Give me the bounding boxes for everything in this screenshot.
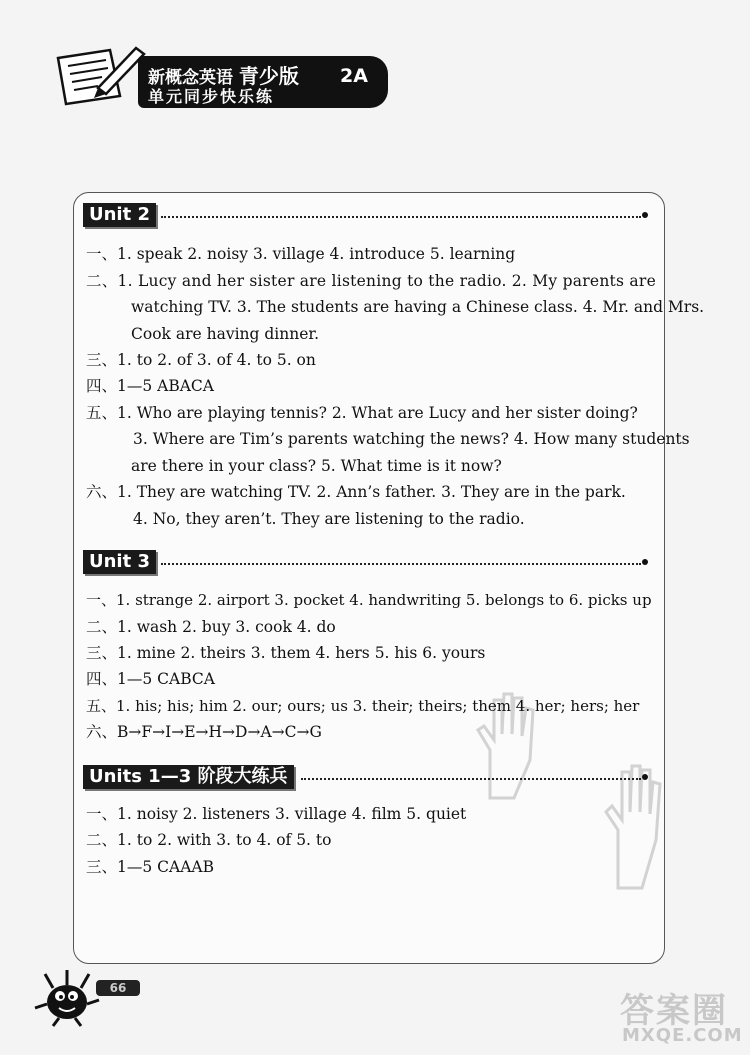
logo-title-edition: 青少版 [238, 64, 299, 88]
logo-title-main: 新概念英语 [148, 68, 233, 88]
dotted-rule [161, 563, 641, 565]
answer-line: 六、B→F→I→E→H→D→A→C→G [86, 723, 322, 741]
rule-end-dot [642, 559, 648, 565]
answer-line: watching TV. 3. The students are having a Chinese class. 4. Mr. and Mrs. [131, 298, 705, 316]
answer-line: 三、1. mine 2. theirs 3. them 4. hers 5. his 6. yours [86, 644, 486, 662]
answer-line: Cook are having dinner. [131, 325, 320, 343]
answer-line: 二、1. Lucy and her sister are listening to the radio. 2. My parents are [86, 272, 656, 290]
answer-line: 三、1. to 2. of 3. of 4. to 5. on [86, 351, 316, 369]
answer-line: 五、1. Who are playing tennis? 2. What are Lucy and her sister doing? [86, 404, 638, 422]
watermark-url: MXQE.COM [622, 1025, 743, 1046]
logo-title-line2: 单元同步快乐练 [148, 87, 275, 106]
answer-line: 四、1—5 ABACA [86, 377, 214, 395]
answer-line: 二、1. wash 2. buy 3. cook 4. do [86, 618, 336, 636]
watermark [612, 983, 742, 1049]
book-logo [50, 42, 368, 112]
answer-line: 3. Where are Tim’s parents watching the news? 4. How many students [133, 430, 690, 448]
answer-line: 一、1. speak 2. noisy 3. village 4. introduce 5. learning [86, 245, 516, 263]
answer-line: 4. No, they aren’t. They are listening to the radio. [133, 510, 525, 528]
answer-line: 五、1. his; his; him 2. our; ours; us 3. their; theirs; them 4. her; hers; her [86, 697, 640, 715]
logo-grade: 2A [340, 65, 368, 87]
rule-end-dot [642, 212, 648, 218]
answer-line: 三、1—5 CAAAB [86, 858, 214, 876]
answer-line: 四、1—5 CABCA [86, 670, 215, 688]
rule-end-dot [642, 774, 648, 780]
page-number: 66 [96, 980, 140, 996]
watermark-text: 答案圈 [620, 991, 728, 1031]
answer-line: are there in your class? 5. What time is it now? [131, 457, 502, 475]
answer-line: 一、1. strange 2. airport 3. pocket 4. handwriting 5. belongs to 6. picks up [86, 591, 652, 609]
dotted-rule [301, 778, 641, 780]
section-heading-label: Unit 3 [83, 550, 156, 574]
section-heading-units-1-3 [83, 765, 651, 791]
answer-line: 二、1. to 2. with 3. to 4. of 5. to [86, 831, 332, 849]
section-heading-label: Unit 2 [83, 203, 156, 227]
section-heading-unit-2 [83, 203, 651, 229]
notebook-pencil-icon [50, 44, 146, 110]
answer-line: 六、1. They are watching TV. 2. Ann’s father. 3. They are in the park. [86, 483, 626, 501]
section-heading-unit-3 [83, 550, 651, 576]
section-heading-label: Units 1—3 阶段大练兵 [83, 765, 294, 789]
answer-line: 一、1. noisy 2. listeners 3. village 4. film 5. quiet [86, 805, 467, 823]
dotted-rule [161, 216, 641, 218]
mascot-icon [33, 968, 103, 1028]
